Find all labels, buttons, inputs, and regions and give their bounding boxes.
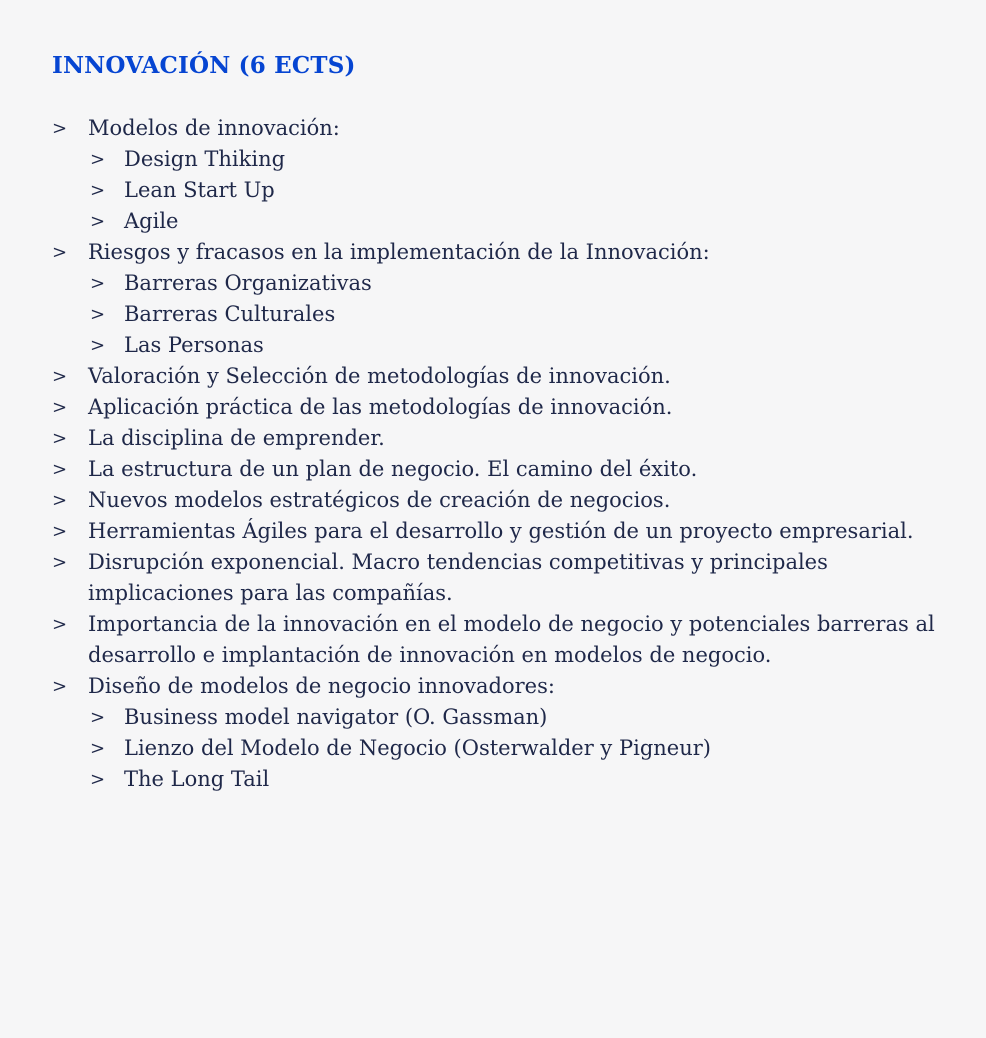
list-item <box>52 423 946 454</box>
list-subitem <box>52 702 946 733</box>
chevron-bullet: > <box>52 242 68 263</box>
chevron-bullet: > <box>52 459 68 480</box>
list-item-text: Herramientas Ágiles para el desarrollo y gestión de un proyecto empresarial. <box>88 519 914 543</box>
list-item-text: La estructura de un plan de negocio. El camino del éxito. <box>88 457 698 481</box>
chevron-bullet: > <box>52 397 68 418</box>
chevron-bullet: > <box>90 738 106 759</box>
list-item-text: Modelos de innovación: <box>88 116 340 140</box>
chevron-bullet: > <box>90 335 106 356</box>
list-item-text: Barreras Organizativas <box>124 271 372 295</box>
chevron-bullet: > <box>90 180 106 201</box>
list-subitem <box>52 764 946 795</box>
list-item-text: Agile <box>124 209 179 233</box>
list-subitem <box>52 268 946 299</box>
list-item-text: Las Personas <box>124 333 264 357</box>
list-item <box>52 671 946 702</box>
chevron-bullet: > <box>52 552 68 573</box>
list-item <box>52 547 946 609</box>
list-subitem <box>52 175 946 206</box>
list-item <box>52 237 946 268</box>
list-item-text: Lienzo del Modelo de Negocio (Osterwalder y Pigneur) <box>124 736 711 760</box>
list-item-text: Valoración y Selección de metodologías de innovación. <box>88 364 671 388</box>
list-item-text: Importancia de la innovación en el modelo de negocio y potenciales barreras al desarrollo e implantación de innovación en modelos de negocio. <box>88 612 935 667</box>
list-item-text: Lean Start Up <box>124 178 275 202</box>
list-item <box>52 113 946 144</box>
list-item <box>52 454 946 485</box>
chevron-bullet: > <box>52 614 68 635</box>
list-item-text: Design Thiking <box>124 147 286 171</box>
list-subitem <box>52 733 946 764</box>
chevron-bullet: > <box>52 428 68 449</box>
list-item-text: Aplicación práctica de las metodologías de innovación. <box>88 395 673 419</box>
page-title: INNOVACIÓN (6 ECTS) <box>52 52 356 79</box>
chevron-bullet: > <box>52 521 68 542</box>
list-item <box>52 361 946 392</box>
list-subitem <box>52 299 946 330</box>
chevron-bullet: > <box>90 211 106 232</box>
chevron-bullet: > <box>52 676 68 697</box>
chevron-bullet: > <box>52 366 68 387</box>
list-item-text: Disrupción exponencial. Macro tendencias competitivas y principales implicaciones para las compañías. <box>88 550 828 605</box>
chevron-bullet: > <box>90 273 106 294</box>
list-item <box>52 485 946 516</box>
chevron-bullet: > <box>52 118 68 139</box>
list-item-text: The Long Tail <box>124 767 270 791</box>
list-item-text: Diseño de modelos de negocio innovadores: <box>88 674 555 698</box>
list-subitem <box>52 144 946 175</box>
list-subitem <box>52 206 946 237</box>
list-item-text: Riesgos y fracasos en la implementación de la Innovación: <box>88 240 710 264</box>
chevron-bullet: > <box>90 769 106 790</box>
list-item-text: Nuevos modelos estratégicos de creación de negocios. <box>88 488 671 512</box>
list-item <box>52 516 946 547</box>
list-item-text: Business model navigator (O. Gassman) <box>124 705 548 729</box>
topic-list <box>52 113 946 795</box>
chevron-bullet: > <box>90 707 106 728</box>
chevron-bullet: > <box>90 304 106 325</box>
list-item <box>52 392 946 423</box>
list-item-text: La disciplina de emprender. <box>88 426 385 450</box>
list-item <box>52 609 946 671</box>
chevron-bullet: > <box>90 149 106 170</box>
list-subitem <box>52 330 946 361</box>
chevron-bullet: > <box>52 490 68 511</box>
list-item-text: Barreras Culturales <box>124 302 336 326</box>
